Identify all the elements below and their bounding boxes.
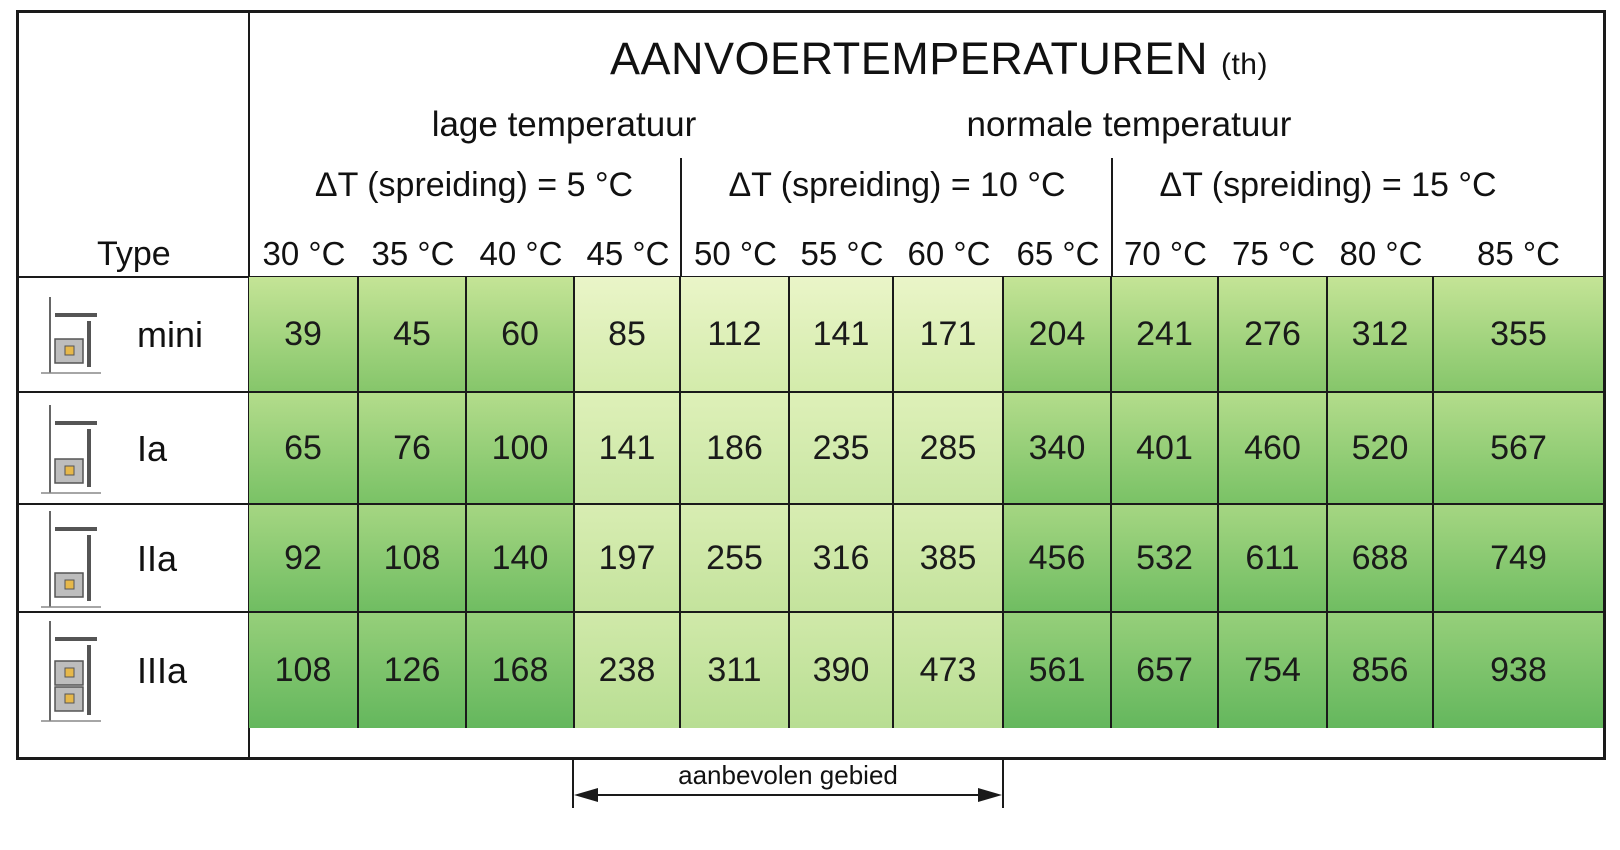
table-cell: 60 xyxy=(467,277,575,393)
table-cell: 385 xyxy=(894,505,1004,613)
temperature-header: 65 °C xyxy=(1016,235,1100,272)
recommended-label: aanbevolen gebied xyxy=(678,760,898,790)
group-low-temperature: lage temperatuur xyxy=(431,105,697,144)
table-cell: 456 xyxy=(1004,505,1112,613)
table-cell: 276 xyxy=(1219,277,1328,393)
row-divider xyxy=(19,503,249,505)
temperature-header: 35 °C xyxy=(371,235,455,272)
radiator-iia-icon xyxy=(39,509,109,609)
table-cell: 311 xyxy=(681,613,790,728)
spread-10: ΔT (spreiding) = 10 °C xyxy=(728,166,1066,204)
type-name: mini xyxy=(137,314,204,355)
title-text: AANVOERTEMPERATUREN xyxy=(610,33,1208,84)
table-cell: 204 xyxy=(1004,277,1112,393)
type-name: IIa xyxy=(137,538,178,579)
table-cell: 567 xyxy=(1434,393,1603,505)
table-cell: 340 xyxy=(1004,393,1112,505)
recommended-arrow xyxy=(572,760,1004,840)
table-cell: 749 xyxy=(1434,505,1603,613)
type-header-text: Type xyxy=(97,235,171,273)
table-cell: 473 xyxy=(894,613,1004,728)
table-cell: 112 xyxy=(681,277,790,393)
temperature-header: 80 °C xyxy=(1339,235,1423,272)
table-cell: 688 xyxy=(1328,505,1434,613)
table-cell: 532 xyxy=(1112,505,1219,613)
table-cell: 255 xyxy=(681,505,790,613)
radiator-iiia-icon xyxy=(39,619,109,723)
table-cell: 390 xyxy=(790,613,894,728)
table-cell: 108 xyxy=(359,505,467,613)
temperature-header: 55 °C xyxy=(800,235,884,272)
table-cell: 238 xyxy=(575,613,681,728)
temperature-header: 45 °C xyxy=(586,235,670,272)
temperature-table xyxy=(16,10,1606,760)
table-cell: 611 xyxy=(1219,505,1328,613)
table-cell: 316 xyxy=(790,505,894,613)
table-cell: 168 xyxy=(467,613,575,728)
spread-5: ΔT (spreiding) = 5 °C xyxy=(314,166,634,204)
type-name: Ia xyxy=(137,428,168,469)
table-cell: 657 xyxy=(1112,613,1219,728)
row-divider xyxy=(19,611,249,613)
table-cell: 312 xyxy=(1328,277,1434,393)
table-cell: 85 xyxy=(575,277,681,393)
table-cell: 76 xyxy=(359,393,467,505)
table-cell: 39 xyxy=(249,277,359,393)
temperature-header: 70 °C xyxy=(1124,235,1207,272)
type-name: IIIa xyxy=(137,649,188,691)
temperature-header: 60 °C xyxy=(907,235,991,272)
radiator-ia-icon xyxy=(39,403,109,495)
table-cell: 141 xyxy=(790,277,894,393)
table-cell: 92 xyxy=(249,505,359,613)
type-header xyxy=(19,235,249,274)
table-cell: 241 xyxy=(1112,277,1219,393)
table-cell: 65 xyxy=(249,393,359,505)
table-cell: 197 xyxy=(575,505,681,613)
title-sub: (th) xyxy=(1220,48,1268,81)
table-cell: 856 xyxy=(1328,613,1434,728)
table-cell: 938 xyxy=(1434,613,1603,728)
table-cell: 285 xyxy=(894,393,1004,505)
table-cell: 45 xyxy=(359,277,467,393)
spread-divider-1 xyxy=(680,158,682,278)
temperature-header: 30 °C xyxy=(262,235,346,272)
temperature-header: 85 °C xyxy=(1477,235,1560,272)
table-cell: 126 xyxy=(359,613,467,728)
table-cell: 171 xyxy=(894,277,1004,393)
radiator-mini-icon xyxy=(39,295,109,375)
temperature-header: 40 °C xyxy=(479,235,563,272)
table-cell: 754 xyxy=(1219,613,1328,728)
row-divider xyxy=(19,391,249,393)
table-cell: 141 xyxy=(575,393,681,505)
table-cell: 561 xyxy=(1004,613,1112,728)
group-normal-temperature: normale temperatuur xyxy=(966,105,1292,144)
table-cell: 108 xyxy=(249,613,359,728)
spread-divider-2 xyxy=(1111,158,1113,278)
table-cell: 235 xyxy=(790,393,894,505)
table-cell: 140 xyxy=(467,505,575,613)
table-cell: 401 xyxy=(1112,393,1219,505)
table-cell: 520 xyxy=(1328,393,1434,505)
recommended-range xyxy=(572,760,1004,840)
table-cell: 460 xyxy=(1219,393,1328,505)
table-cell: 100 xyxy=(467,393,575,505)
spread-15: ΔT (spreiding) = 15 °C xyxy=(1159,166,1497,204)
temperature-header: 75 °C xyxy=(1232,235,1315,272)
temperature-header: 50 °C xyxy=(694,235,777,272)
table-cell: 186 xyxy=(681,393,790,505)
table-cell: 355 xyxy=(1434,277,1603,393)
table-title xyxy=(269,33,1609,85)
